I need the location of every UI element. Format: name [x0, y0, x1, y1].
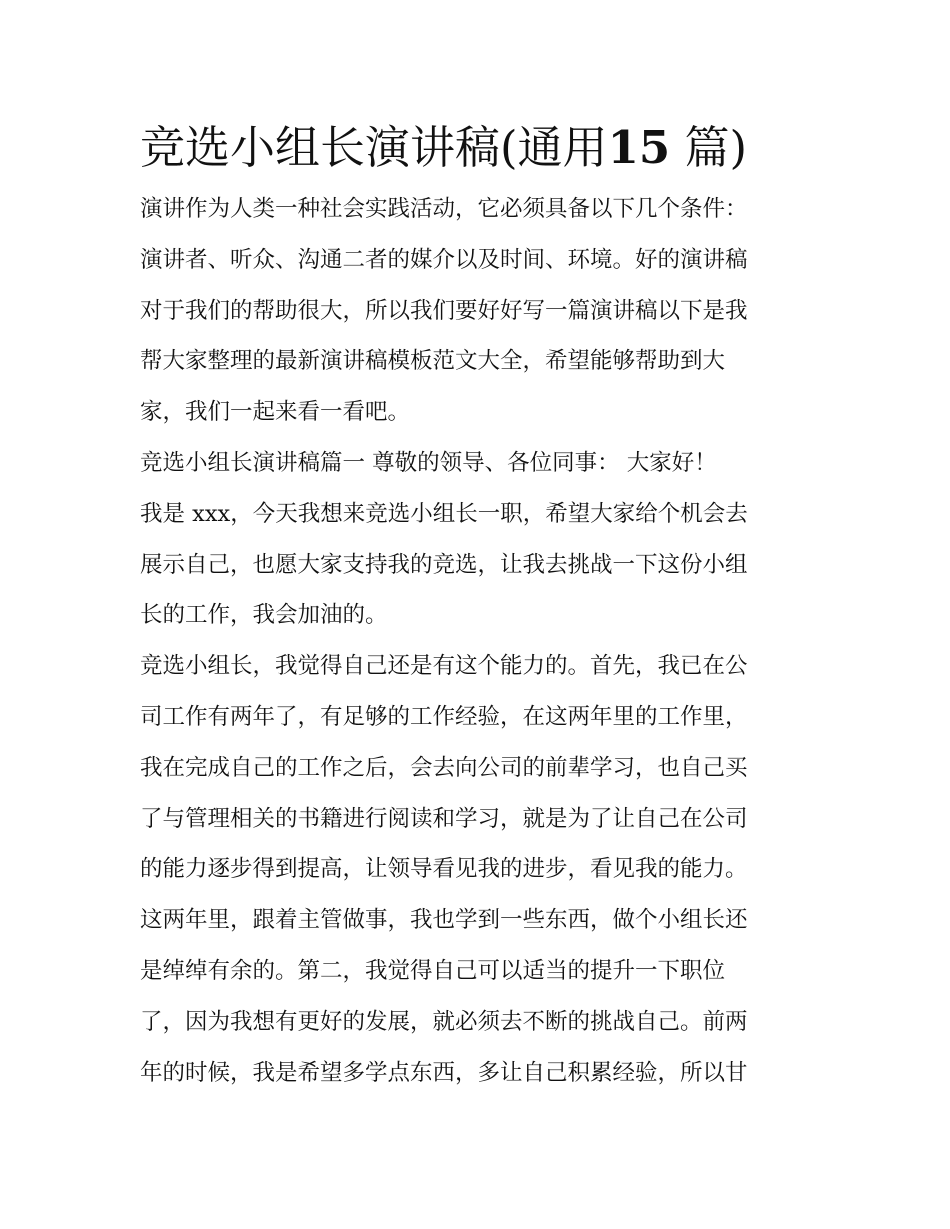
text-line-4: 帮大家整理的最新演讲稿模板范文大全，希望能够帮助到大: [140, 348, 726, 375]
text-line-17: 了，因为我想有更好的发展，就必须去不断的挑战自己。前两: [140, 1008, 748, 1035]
document-title: [140, 118, 820, 178]
text-line-18: 年的时候，我是希望多学点东西，多让自己积累经验，所以甘: [140, 1059, 748, 1086]
text-line-6: 竞选小组长演讲稿篇一 尊敬的领导、各位同事： 大家好！: [140, 449, 717, 476]
title-text: 竞选小组长演讲稿(通用: [140, 121, 608, 174]
title-suffix: 篇): [684, 121, 748, 174]
text-line-16: 是绰绰有余的。第二，我觉得自己可以适当的提升一下职位: [140, 957, 726, 984]
text-line-8: 展示自己，也愿大家支持我的竞选，让我去挑战一下这份小组: [140, 551, 748, 578]
text-line-3: 对于我们的帮助很大，所以我们要好好写一篇演讲稿以下是我: [140, 297, 748, 324]
text-line-10: 竞选小组长，我觉得自己还是有这个能力的。首先，我已在公: [140, 653, 748, 680]
text-line-13: 了与管理相关的书籍进行阅读和学习，就是为了让自己在公司: [140, 805, 748, 832]
text-line-2: 演讲者、听众、沟通二者的媒介以及时间、环境。好的演讲稿: [140, 246, 748, 273]
text-line-11: 司工作有两年了，有足够的工作经验，在这两年里的工作里，: [140, 703, 748, 730]
title-number: 15: [607, 121, 671, 174]
text-line-9: 长的工作，我会加油的。: [140, 602, 388, 629]
text-line-15: 这两年里，跟着主管做事，我也学到一些东西，做个小组长还: [140, 907, 748, 934]
text-line-5: 家，我们一起来看一看吧。: [140, 399, 411, 426]
text-line-14: 的能力逐步得到提高，让领导看见我的进步，看见我的能力。: [140, 856, 748, 883]
document-body: [140, 118, 820, 1098]
text-line-12: 我在完成自己的工作之后，会去向公司的前辈学习，也自己买: [140, 754, 748, 781]
text-line-1: 演讲作为人类一种社会实践活动，它必须具备以下几个条件：: [140, 196, 748, 222]
text-line-7: 我是 xxx，今天我想来竞选小组长一职，希望大家给个机会去: [140, 500, 748, 527]
